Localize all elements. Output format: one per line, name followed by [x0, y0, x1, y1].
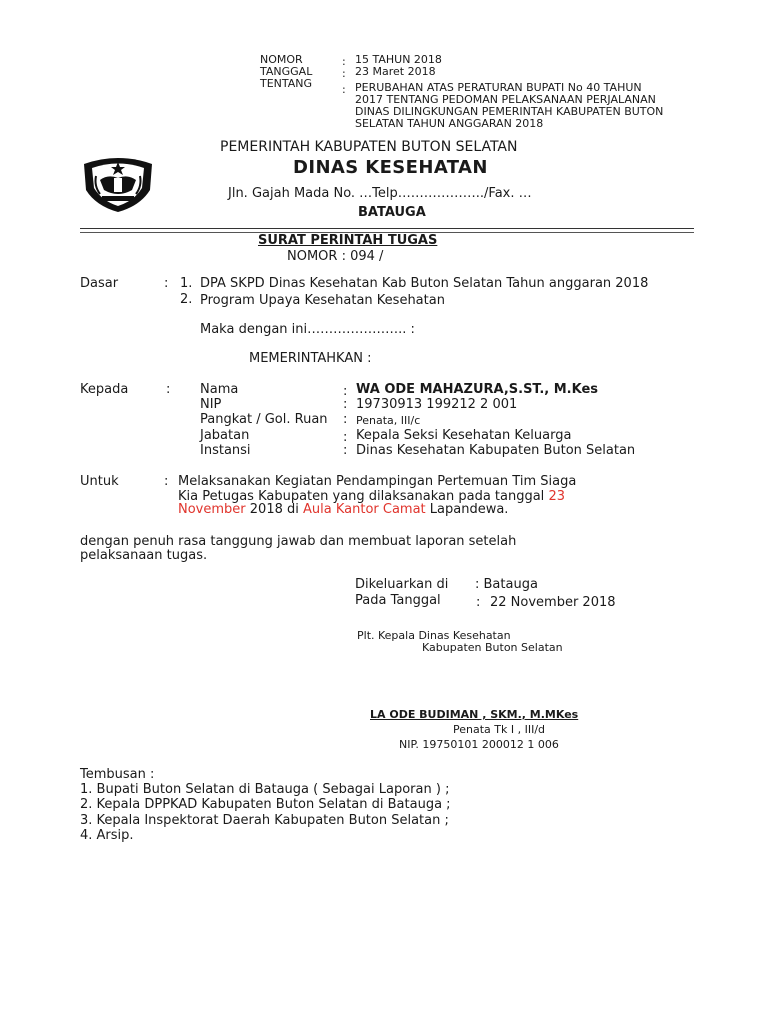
untuk-label: Untuk	[80, 474, 119, 489]
kepada-label: Kepada	[80, 382, 129, 397]
issued-date-label: Pada Tanggal	[355, 593, 441, 608]
tembusan-item-1: 1. Bupati Buton Selatan di Batauga ( Sebagai Laporan ) ;	[80, 782, 450, 797]
untuk-colon: :	[164, 474, 169, 489]
signer-position-2: Kabupaten Buton Selatan	[422, 641, 563, 654]
untuk-line-2-text: Kia Petugas Kabupaten yang dilaksanakan pada tanggal	[178, 489, 549, 504]
jabatan-value: Kepala Seksi Kesehatan Keluarga	[356, 428, 572, 443]
letter-number: NOMOR : 094 /	[287, 249, 384, 264]
dasar-colon: :	[164, 276, 169, 291]
pangkat-value: Penata, III/c	[356, 414, 421, 427]
signer-nip: NIP. 19750101 200012 1 006	[399, 738, 559, 751]
nomor-colon: :	[342, 55, 346, 68]
tembusan-item-4: 4. Arsip.	[80, 828, 134, 843]
instansi-colon: :	[343, 443, 348, 458]
tentang-line-1: PERUBAHAN ATAS PERATURAN BUPATI No 40 TAHUN	[355, 81, 642, 94]
dasar-item-2-num: 2.	[180, 292, 193, 307]
pangkat-label: Pangkat / Gol. Ruan	[200, 412, 328, 427]
tembusan-label: Tembusan :	[80, 767, 155, 782]
issued-place-value: : Batauga	[475, 577, 538, 592]
letterhead-rule-thick	[80, 228, 694, 229]
issued-date-colon: :	[476, 595, 481, 610]
maka-text: Maka dengan ini………………….. :	[200, 322, 415, 337]
nip-colon: :	[343, 397, 348, 412]
closing-line-2: pelaksanaan tugas.	[80, 548, 208, 563]
tembusan-item-3: 3. Kepala Inspektorat Daerah Kabupaten Buton Selatan ;	[80, 813, 449, 828]
tanggal-label: TANGGAL	[260, 65, 313, 78]
office-city: BATAUGA	[358, 205, 426, 220]
office-address: Jln. Gajah Mada No. …Telp………………../Fax. …	[228, 186, 532, 201]
command-text: MEMERINTAHKAN :	[249, 351, 372, 366]
untuk-venue: Aula Kantor Camat	[303, 502, 426, 517]
issued-place-label: Dikeluarkan di	[355, 577, 449, 592]
untuk-line-3-post: Lapandewa.	[425, 502, 509, 517]
tentang-line-2: 2017 TENTANG PEDOMAN PELAKSANAAN PERJALANAN	[355, 93, 656, 106]
instansi-value: Dinas Kesehatan Kabupaten Buton Selatan	[356, 443, 636, 458]
dasar-item-1-num: 1.	[180, 276, 193, 291]
dasar-item-2-text: Program Upaya Kesehatan Kesehatan	[200, 293, 445, 308]
kepada-colon: :	[166, 382, 171, 397]
untuk-date-month: November	[178, 502, 246, 517]
closing-line-1: dengan penuh rasa tanggung jawab dan membuat laporan setelah	[80, 534, 517, 549]
instansi-label: Instansi	[200, 443, 251, 458]
jabatan-colon: :	[343, 430, 348, 445]
issued-date-value: 22 November 2018	[490, 595, 616, 610]
nama-value: WA ODE MAHAZURA,S.ST., M.Kes	[356, 382, 598, 397]
regency-emblem-icon	[78, 150, 158, 214]
nomor-label: NOMOR	[260, 53, 303, 66]
pangkat-colon: :	[343, 412, 348, 427]
untuk-date-day: 23	[548, 489, 565, 504]
nip-value: 19730913 199212 2 001	[356, 397, 518, 412]
nama-label: Nama	[200, 382, 239, 397]
nomor-value: 15 TAHUN 2018	[355, 53, 442, 66]
letter-title: SURAT PERINTAH TUGAS	[258, 233, 438, 248]
tentang-line-4: SELATAN TAHUN ANGGARAN 2018	[355, 117, 544, 130]
jabatan-label: Jabatan	[200, 428, 250, 443]
untuk-line-3-mid: 2018 di	[245, 502, 303, 517]
tentang-colon: :	[342, 83, 346, 96]
untuk-line-1: Melaksanakan Kegiatan Pendampingan Pertemuan Tim Siaga	[178, 474, 577, 489]
office-name: DINAS KESEHATAN	[293, 157, 488, 178]
signer-position-1: Plt. Kepala Dinas Kesehatan	[357, 629, 511, 642]
dasar-label: Dasar	[80, 276, 119, 291]
signer-rank: Penata Tk I , III/d	[453, 723, 546, 736]
untuk-line-3	[178, 502, 508, 517]
tentang-line-3: DINAS DILINGKUNGAN PEMERINTAH KABUPATEN BUTON	[355, 105, 664, 118]
tembusan-item-2: 2. Kepala DPPKAD Kabupaten Buton Selatan di Batauga ;	[80, 797, 451, 812]
signer-name: LA ODE BUDIMAN , SKM., M.MKes	[370, 708, 579, 721]
dasar-item-1-text: DPA SKPD Dinas Kesehatan Kab Buton Selatan Tahun anggaran 2018	[200, 276, 649, 291]
nip-label: NIP	[200, 397, 222, 412]
government-name: PEMERINTAH KABUPATEN BUTON SELATAN	[220, 139, 518, 155]
tanggal-colon: :	[342, 67, 346, 80]
tentang-label: TENTANG	[260, 77, 313, 90]
nama-colon: :	[343, 384, 348, 399]
tanggal-value: 23 Maret 2018	[355, 65, 436, 78]
